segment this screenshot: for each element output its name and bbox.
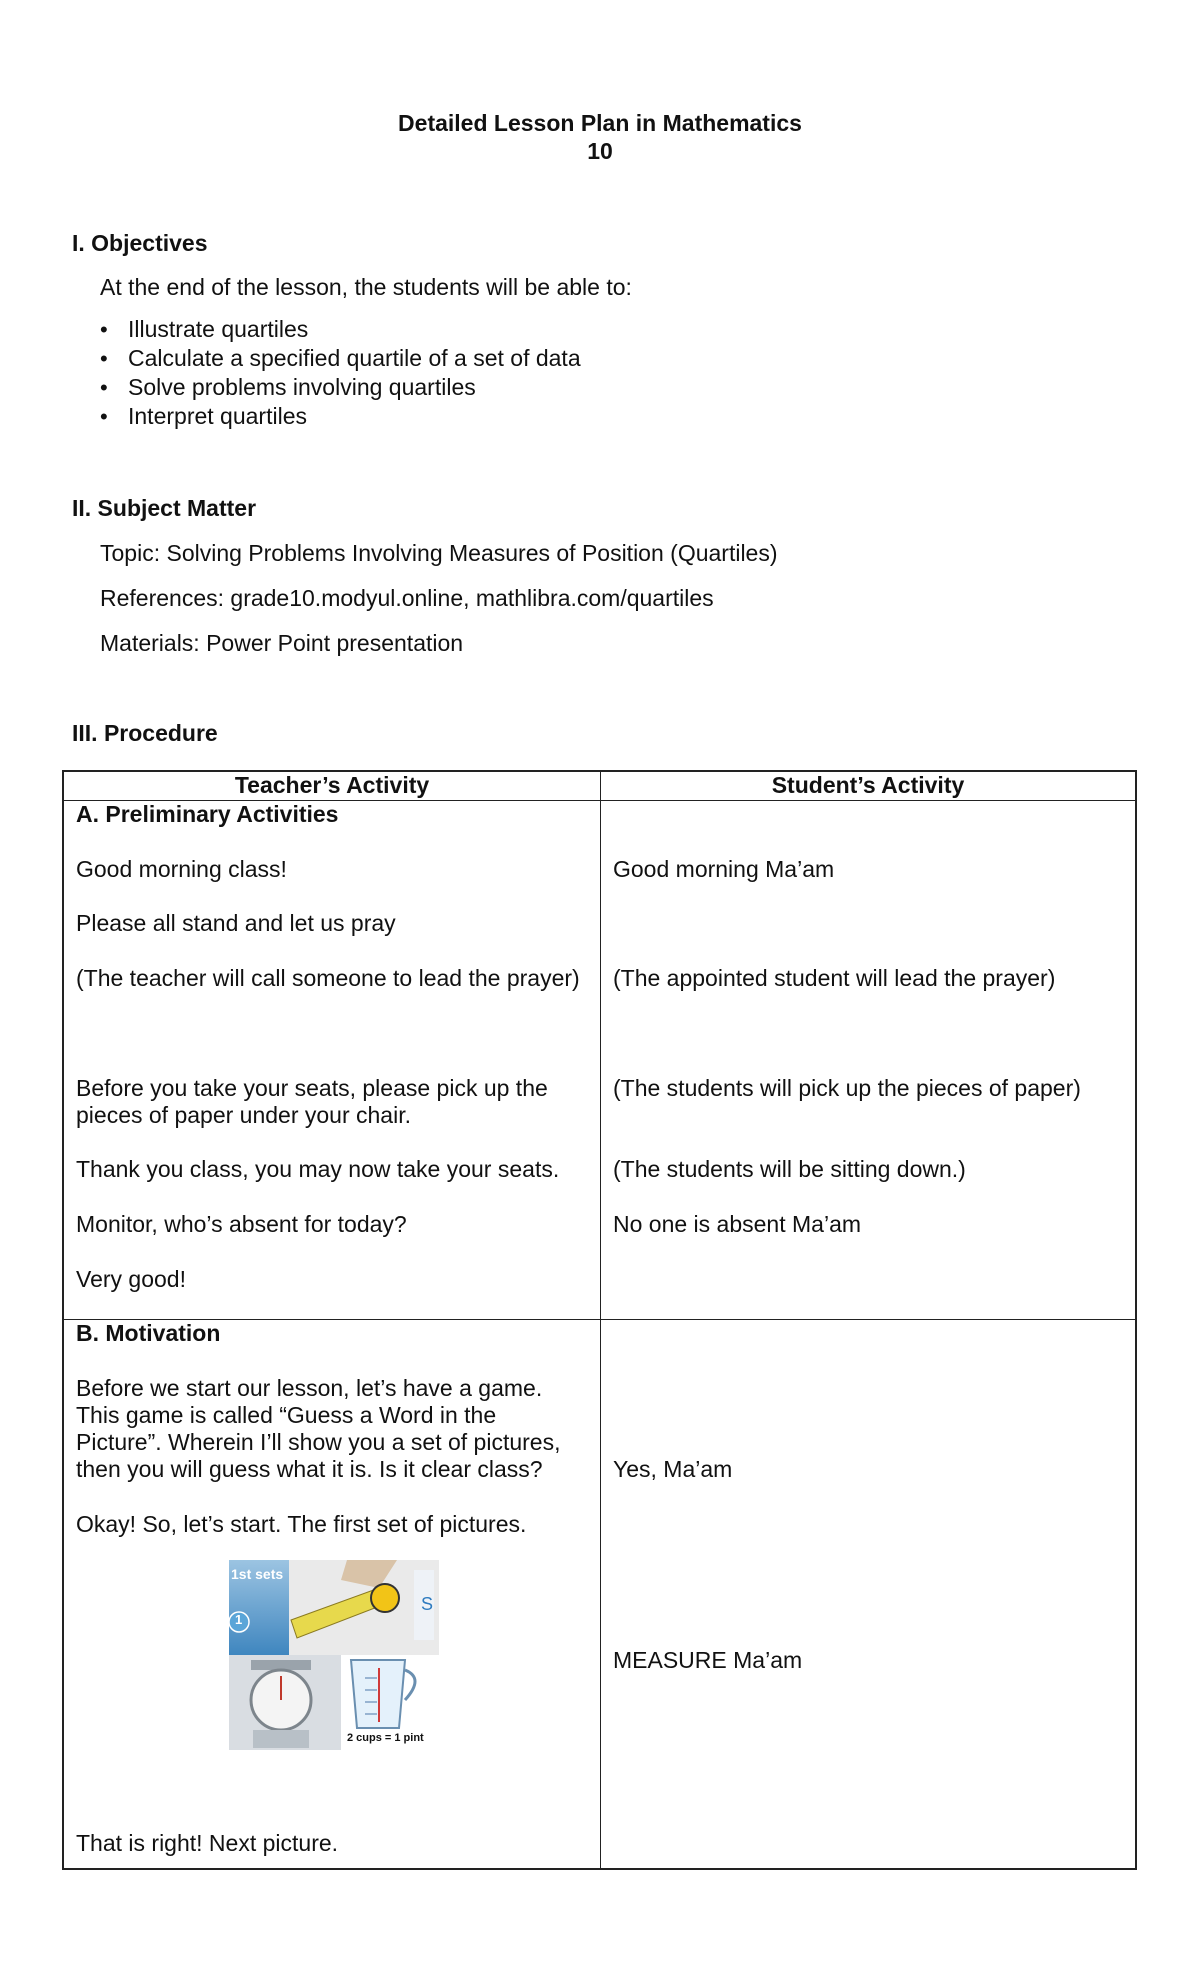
section-title: B. Motivation — [76, 1320, 221, 1346]
set-number: 1 — [235, 1612, 243, 1627]
student-cell — [601, 1320, 1135, 1868]
objectives-intro: At the end of the lesson, the students will be able to: — [100, 274, 632, 300]
teacher-activity-header: Teacher’s Activity — [64, 772, 601, 800]
objectives-heading: I. Objectives — [72, 230, 208, 256]
student-line: Yes, Ma’am — [613, 1456, 733, 1482]
section-title: A. Preliminary Activities — [76, 801, 339, 827]
teacher-line: Good morning class! — [76, 856, 287, 882]
student-activity-header: Student’s Activity — [771, 772, 965, 798]
student-line: (The students will pick up the pieces of paper) — [613, 1075, 1081, 1101]
teacher-line: Very good! — [76, 1266, 186, 1292]
subject-matter-heading: II. Subject Matter — [72, 495, 257, 521]
student-line: No one is absent Ma’am — [613, 1211, 862, 1237]
student-line: (The students will be sitting down.) — [613, 1156, 966, 1182]
procedure-heading: III. Procedure — [72, 720, 218, 746]
teacher-cell — [64, 1320, 601, 1868]
objective-item: • Illustrate quartiles — [128, 315, 581, 344]
subject-topic: Topic: Solving Problems Involving Measures of Position (Quartiles) — [100, 540, 778, 566]
measuring-tools-illustration — [229, 1560, 439, 1750]
table-header-row — [64, 772, 1135, 800]
teacher-line: Monitor, who’s absent for today? — [76, 1211, 407, 1237]
objective-item: • Interpret quartiles — [128, 402, 581, 431]
measuring-tools-picture — [229, 1560, 439, 1750]
document-subtitle: 10 — [587, 138, 613, 164]
teacher-line: (The teacher will call someone to lead the prayer) — [76, 965, 580, 991]
teacher-line: Thank you class, you may now take your seats. — [76, 1156, 560, 1182]
student-line: Good morning Ma’am — [613, 856, 835, 882]
objective-item: • Solve problems involving quartiles — [128, 373, 581, 402]
cup-caption: 2 cups = 1 pint — [347, 1732, 424, 1744]
subject-materials: Materials: Power Point presentation — [100, 630, 464, 656]
teacher-line: Before we start our lesson, let’s have a game. This game is called “Guess a Word in the Picture”. Wherein I’ll show you a set of pictures, then you will guess what it is. Is it clear class? — [76, 1375, 561, 1482]
table-row — [64, 800, 1135, 1319]
svg-text:S: S — [421, 1594, 434, 1614]
student-line: MEASURE Ma’am — [613, 1647, 803, 1673]
student-line: (The appointed student will lead the prayer) — [613, 965, 1056, 991]
student-cell — [601, 801, 1135, 1319]
objective-item: • Calculate a specified quartile of a set of data — [128, 344, 581, 373]
document-title: Detailed Lesson Plan in Mathematics — [398, 110, 802, 136]
subject-references: References: grade10.modyul.online, mathlibra.com/quartiles — [100, 585, 714, 611]
sets-label: 1st sets — [231, 1566, 284, 1582]
teacher-line: Please all stand and let us pray — [76, 910, 396, 936]
teacher-line: Okay! So, let’s start. The first set of pictures. — [76, 1511, 527, 1537]
teacher-cell — [64, 801, 601, 1319]
table-row — [64, 1319, 1135, 1868]
teacher-line: That is right! Next picture. — [76, 1830, 339, 1856]
teacher-line: Before you take your seats, please pick up the pieces of paper under your chair. — [76, 1075, 548, 1128]
procedure-table — [62, 770, 1137, 1870]
objectives-list — [100, 315, 581, 431]
